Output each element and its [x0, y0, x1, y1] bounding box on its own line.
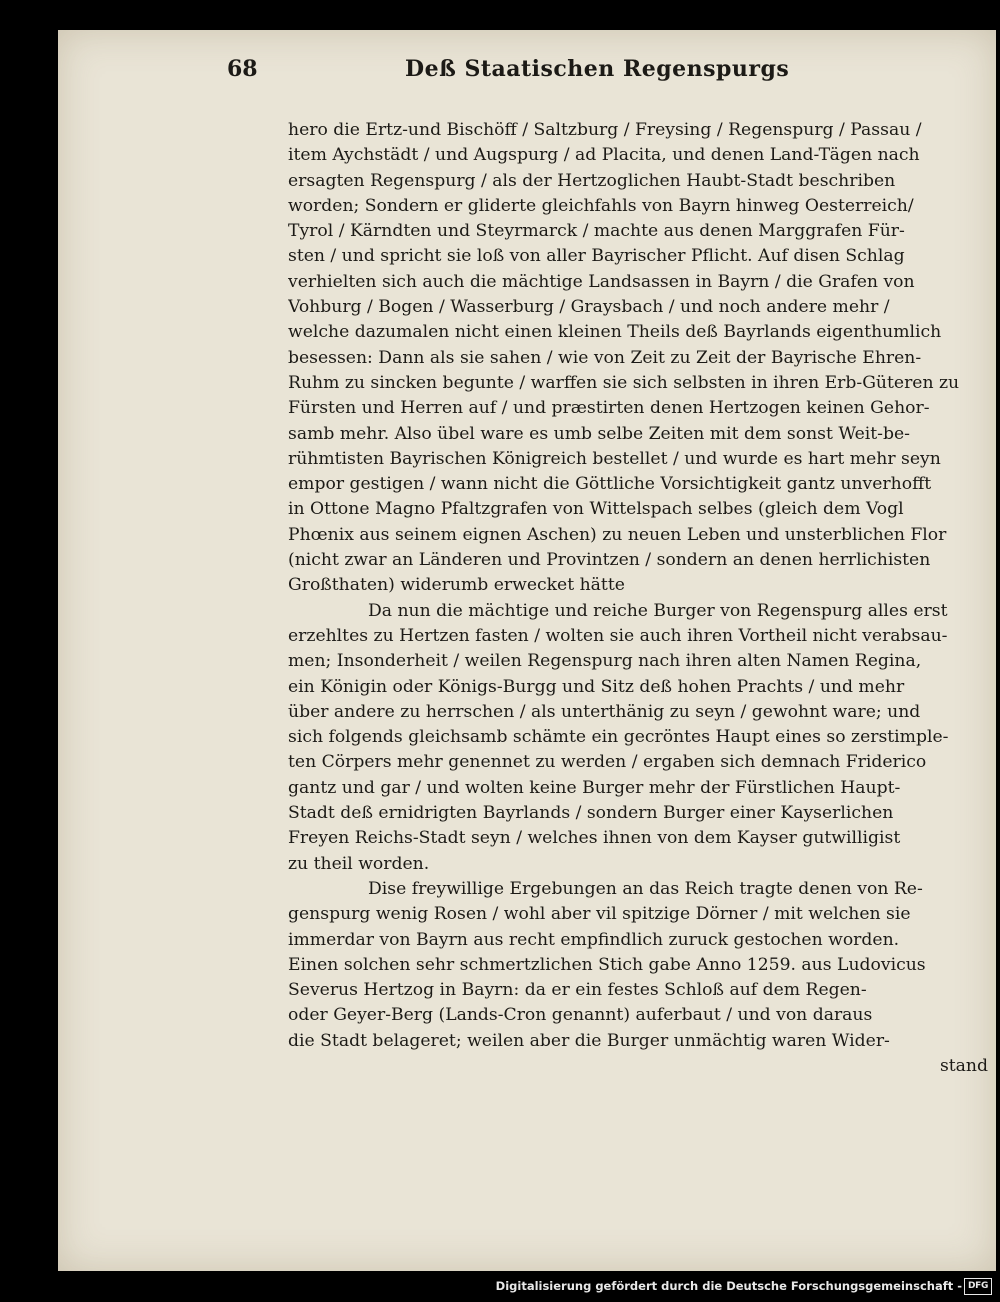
text-line: Vohburg / Bogen / Wasserburg / Graysbach / und noch andere mehr /	[288, 297, 890, 318]
text-line: item Aychstädt / und Augspurg / ad Placita, und denen Land-Tägen nach	[288, 145, 920, 166]
running-title: Deß Staatischen Regenspurgs	[405, 56, 790, 82]
text-line: hero die Ertz-und Bischöff / Saltzburg / Freysing / Regenspurg / Passau /	[288, 120, 922, 140]
catchword: stand	[939, 1055, 988, 1076]
text-line: sich folgends gleichsamb schämte ein gecröntes Haupt eines so zerstimple-	[288, 727, 949, 748]
funding-credit: Digitalisierung gefördert durch die Deutsche Forschungsgemeinschaft -	[495, 1279, 962, 1293]
text-line: ersagten Regenspurg / als der Hertzoglichen Haubt-Stadt beschriben	[288, 170, 896, 191]
text-line: Großthaten) widerumb erwecket hätte	[288, 575, 625, 596]
text-line: worden; Sondern er gliderte gleichfahls von Bayrn hinweg Oesterreich/	[288, 195, 914, 216]
text-line: Fürsten und Herren auf / und præstirten denen Hertzogen keinen Gehor-	[288, 398, 930, 419]
text-line: Ruhm zu sincken begunte / warffen sie sich selbsten in ihren Erb-Güteren zu	[288, 372, 960, 393]
text-line: Einen solchen sehr schmertzlichen Stich gabe Anno 1259. aus Ludovicus	[288, 954, 926, 975]
text-line: ein Königin oder Königs-Burgg und Sitz deß hohen Prachts / und mehr	[288, 676, 905, 697]
text-line: welche dazumalen nicht einen kleinen Theils deß Bayrlands eigenthumlich	[288, 322, 942, 343]
paragraph-start-line: Dise freywillige Ergebungen an das Reich tragte denen von Re-	[368, 878, 923, 899]
text-line: (nicht zwar an Länderen und Provintzen / sondern an denen herrlichisten	[288, 550, 931, 571]
dfg-logo: DFG	[964, 1278, 992, 1295]
text-line: empor gestigen / wann nicht die Göttliche Vorsichtigkeit gantz unverhofft	[288, 474, 932, 495]
page-header	[227, 56, 827, 90]
text-line: sten / und spricht sie loß von aller Bayrischer Pflicht. Auf disen Schlag	[288, 246, 905, 267]
text-line: verhielten sich auch die mächtige Landsassen in Bayrn / die Grafen von	[288, 271, 915, 292]
text-line: Stadt deß ernidrigten Bayrlands / sondern Burger einer Kayserlichen	[288, 803, 894, 824]
text-line: erzehltes zu Hertzen fasten / wolten sie auch ihren Vortheil nicht verabsau-	[288, 625, 948, 646]
text-line: zu theil worden.	[288, 853, 430, 874]
text-line: samb mehr. Also übel ware es umb selbe Zeiten mit dem sonst Weit-be-	[288, 423, 910, 444]
body-text	[288, 118, 988, 1079]
footer-bar	[0, 1271, 1000, 1302]
text-line: genspurg wenig Rosen / wohl aber vil spitzige Dörner / mit welchen sie	[288, 904, 911, 925]
text-line: besessen: Dann als sie sahen / wie von Zeit zu Zeit der Bayrische Ehren-	[288, 347, 922, 368]
text-line: gantz und gar / und wolten keine Burger mehr der Fürstlichen Haupt-	[288, 777, 901, 798]
text-line: rühmtisten Bayrischen Königreich bestellet / und wurde es hart mehr seyn	[288, 448, 941, 469]
text-line: Freyen Reichs-Stadt seyn / welches ihnen von dem Kayser gutwilligist	[288, 828, 901, 849]
text-line: oder Geyer-Berg (Lands-Cron genannt) auferbaut / und von daraus	[288, 1005, 873, 1026]
text-line: Phœnix aus seinem eignen Aschen) zu neuen Leben und unsterblichen Flor	[288, 524, 947, 545]
text-line: Tyrol / Kärndten und Steyrmarck / machte aus denen Marggrafen Für-	[288, 221, 905, 242]
text-line: Severus Hertzog in Bayrn: da er ein festes Schloß auf dem Regen-	[288, 980, 867, 1001]
text-line: über andere zu herrschen / als unterthänig zu seyn / gewohnt ware; und	[288, 701, 921, 722]
text-line: men; Insonderheit / weilen Regenspurg nach ihren alten Namen Regina,	[288, 651, 922, 672]
text-line: die Stadt belageret; weilen aber die Burger unmächtig waren Wider-	[288, 1030, 890, 1051]
paragraph-start-line: Da nun die mächtige und reiche Burger von Regenspurg alles erst	[368, 600, 948, 621]
page-number: 68	[227, 56, 258, 82]
text-line: in Ottone Magno Pfaltzgrafen von Wittelspach selbes (gleich dem Vogl	[288, 499, 904, 520]
text-line: ten Cörpers mehr genennet zu werden / ergaben sich demnach Friderico	[288, 752, 927, 773]
text-line: immerdar von Bayrn aus recht empfindlich zuruck gestochen worden.	[288, 929, 900, 950]
